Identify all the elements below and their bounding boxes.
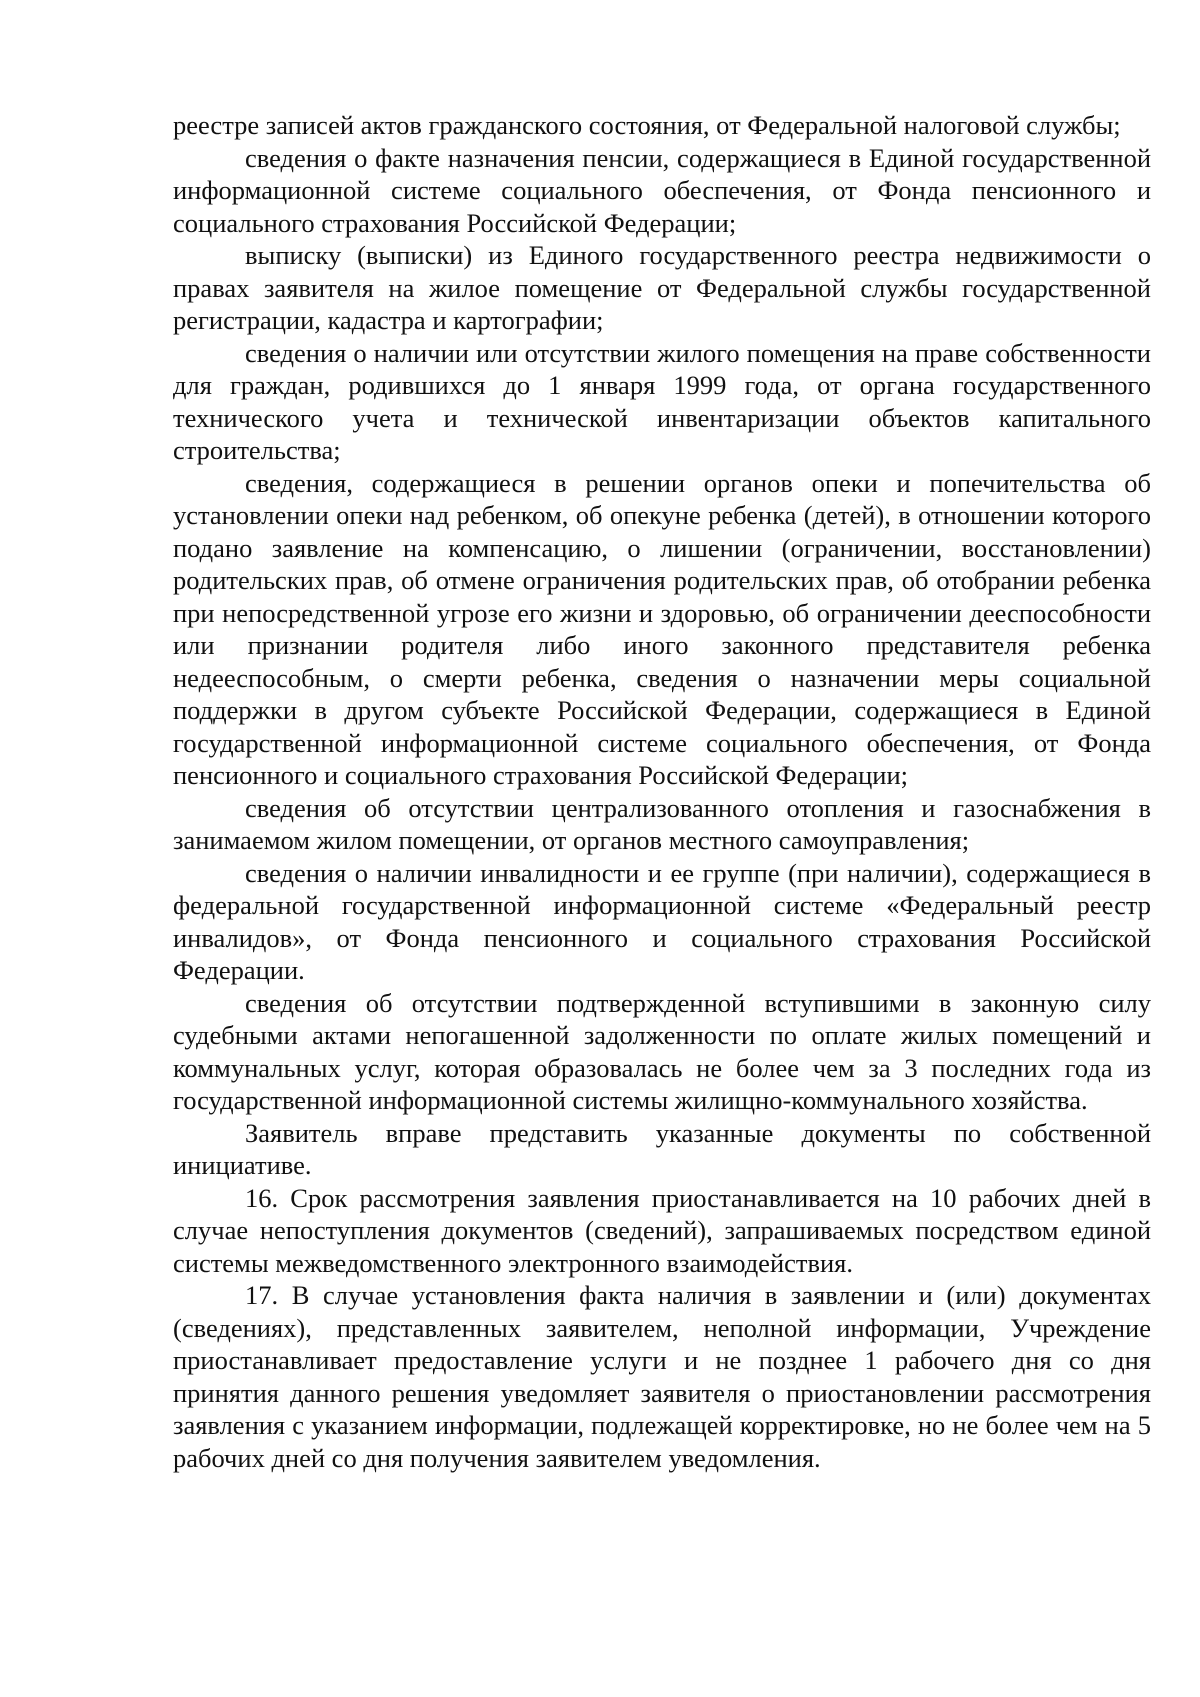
paragraph-clause-17: 17. В случае установления факта наличия в заявлении и (или) документах (сведениях), представленных заявителем, неполной информации, Учреждение приостанавливает предоставление услуги и не позднее 1 рабочего дня со дня принятия данного решения уведомляет заявителя о приостановлении рассмотрения заявления с указанием информации, подлежащей корректировке, но не более чем на 5 рабочих дней со дня получения заявителем уведомления. <box>173 1280 1151 1473</box>
paragraph-guardianship-info: сведения, содержащиеся в решении органов опеки и попечительства об установлении опеки над ребенком, об опекуне ребенка (детей), в отношении которого подано заявление на компенсацию, о лишении (ограничении, восстановлении) родительских прав, об отмене ограничения родительских прав, об отобрании ребенка при непосредственной угрозе его жизни и здоровью, об ограничении дееспособности или признании родителя либо иного законного представителя ребенка недееспособным, о смерти ребенка, сведения о назначении меры социальной поддержки в другом субъекте Российской Федерации, содержащиеся в Единой государственной информационной системе социального обеспечения, от Фонда пенсионного и социального страхования Российской Федерации; <box>173 467 1151 790</box>
paragraph-housing-ownership: сведения о наличии или отсутствии жилого помещения на праве собственности для граждан, родившихся до 1 января 1999 года, от органа государственного технического учета и технической инвентаризации объектов капитального строительства; <box>173 337 1151 465</box>
document-page <box>173 109 1151 1474</box>
paragraph-continuation: реестре записей актов гражданского состояния, от Федеральной налоговой службы; <box>173 110 1121 140</box>
paragraph-applicant-right: Заявитель вправе представить указанные документы по собственной инициативе. <box>173 1117 1151 1180</box>
paragraph-pension-info: сведения о факте назначения пенсии, содержащиеся в Единой государственной информационной системе социального обеспечения, от Фонда пенсионного и социального страхования Российской Федерации; <box>173 142 1151 238</box>
paragraph-clause-16: 16. Срок рассмотрения заявления приостанавливается на 10 рабочих дней в случае непоступления документов (сведений), запрашиваемых посредством единой системы межведомственного электронного взаимодействия. <box>173 1182 1151 1278</box>
paragraph-debt-info: сведения об отсутствии подтвержденной вступившими в законную силу судебными актами непогашенной задолженности по оплате жилых помещений и коммунальных услуг, которая образовалась не более чем за 3 последних года из государственной информационной системы жилищно-коммунального хозяйства. <box>173 987 1151 1115</box>
paragraph-heating-gas: сведения об отсутствии централизованного отопления и газоснабжения в занимаемом жилом помещении, от органов местного самоуправления; <box>173 792 1151 855</box>
paragraph-real-estate-extract: выписку (выписки) из Единого государственного реестра недвижимости о правах заявителя на жилое помещение от Федеральной службы государственной регистрации, кадастра и картографии; <box>173 240 1151 335</box>
paragraph-disability-info: сведения о наличии инвалидности и ее группе (при наличии), содержащиеся в федеральной государственной информационной системе «Федеральный реестр инвалидов», от Фонда пенсионного и социального страхования Российской Федерации. <box>173 857 1151 985</box>
